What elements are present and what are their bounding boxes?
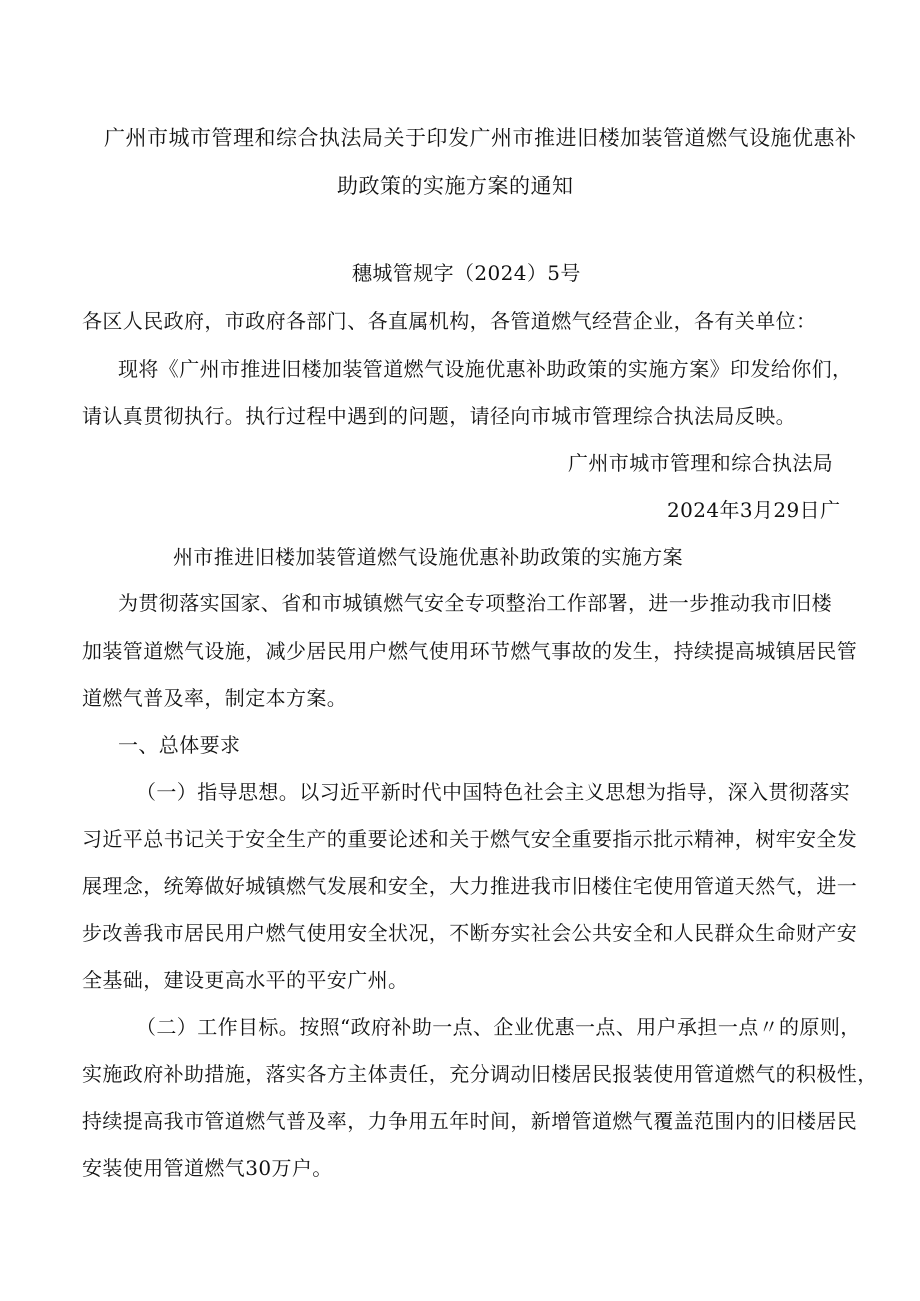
intro-line-2: 请认真贯彻执行。执行过程中遇到的问题，请径向市城市管理综合执法局反映。 [82,404,796,428]
document-title-line-1: 广州市城市管理和综合执法局关于印发广州市推进旧楼加装管道燃气设施优惠补 [104,126,857,150]
targets-line-2: 实施政府补助措施，落实各方主体责任，充分调动旧楼居民报装使用管道燃气的积极性， [82,1062,878,1086]
guiding-line-2: 习近平总书记关于安全生产的重要论述和关于燃气安全重要指示批示精神，树牢安全发 [82,827,858,851]
targets-line-3: 持续提高我市管道燃气普及率，力争用五年时间，新增管道燃气覆盖范围内的旧楼居民 [82,1109,858,1133]
document-number: 穗城管规字（2024）5号 [352,261,581,285]
guiding-line-3: 展理念，统筹做好城镇燃气发展和安全，大力推进我市旧楼住宅使用管道天然气，进一 [82,874,858,898]
intro-line-1: 现将《广州市推进旧楼加装管道燃气设施优惠补助政策的实施方案》印发给你们， [118,357,853,381]
preamble-line-2: 加装管道燃气设施，减少居民用户燃气使用环节燃气事故的发生，持续提高城镇居民管 [82,639,858,663]
guiding-line-4: 步改善我市居民用户燃气使用安全状况，不断夯实社会公共安全和人民群众生命财产安 [82,921,858,945]
guiding-line-1: （一）指导思想。以习近平新时代中国特色社会主义思想为指导，深入贯彻落实 [136,780,850,804]
document-title-line-2: 助政策的实施方案的通知 [337,174,574,198]
section-1-heading: 一、总体要求 [118,733,241,757]
targets-line-4: 安装使用管道燃气30万户。 [82,1156,333,1180]
preamble-line-3: 道燃气普及率，制定本方案。 [82,686,348,710]
plan-title: 州市推进旧楼加装管道燃气设施优惠补助政策的实施方案 [173,545,683,569]
issue-date: 2024年3月29日广 [667,498,841,522]
targets-line-1: （二）工作目标。按照“政府补助一点、企业优惠一点、用户承担一点〃的原则， [136,1015,861,1039]
guiding-line-5: 全基础，建设更高水平的平安广州。 [82,968,409,992]
addressee: 各区人民政府，市政府各部门、各直属机构，各管道燃气经营企业，各有关单位： [82,309,817,333]
preamble-line-1: 为贯彻落实国家、省和市城镇燃气安全专项整治工作部署，进一步推动我市旧楼 [118,591,832,615]
issuer-name: 广州市城市管理和综合执法局 [568,451,834,475]
